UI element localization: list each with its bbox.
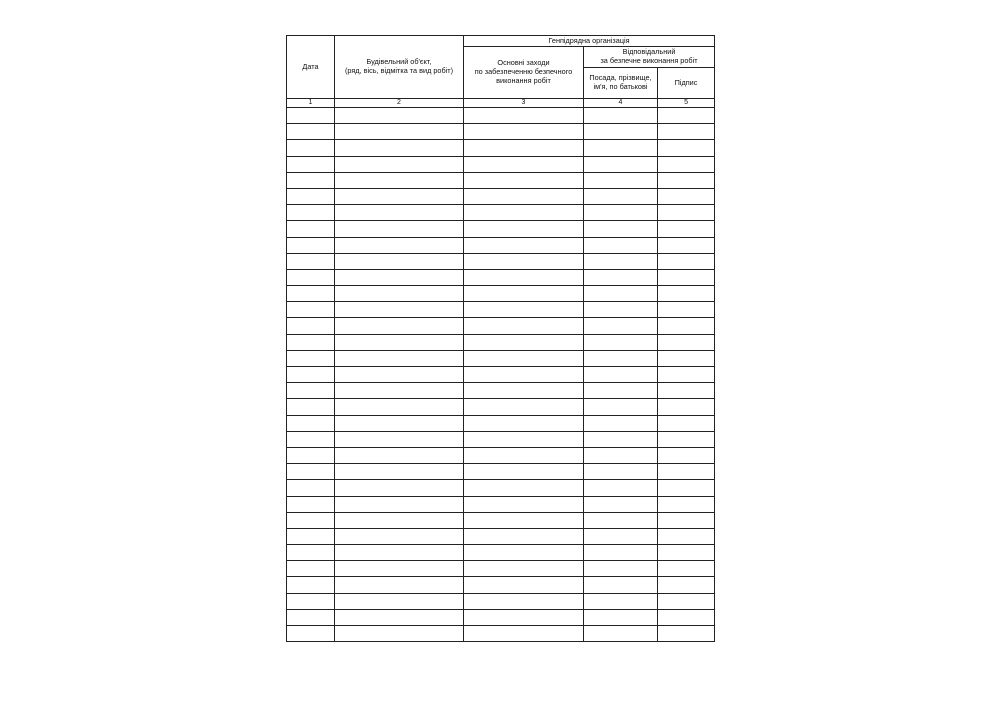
measures-cell (464, 464, 584, 480)
measures-cell (464, 350, 584, 366)
table-row (287, 447, 715, 463)
signature-cell (658, 415, 715, 431)
signature-cell (658, 609, 715, 625)
position-name-cell (584, 447, 658, 463)
date-cell (287, 237, 335, 253)
date-cell (287, 496, 335, 512)
date-cell (287, 188, 335, 204)
date-cell (287, 593, 335, 609)
measures-cell (464, 561, 584, 577)
date-cell (287, 399, 335, 415)
date-cell (287, 561, 335, 577)
table-row (287, 269, 715, 285)
measures-cell (464, 221, 584, 237)
journal-page (286, 35, 714, 642)
object-cell (335, 188, 464, 204)
header-measures: Основні заходи по забезпеченню безпечного виконання робіт (464, 47, 584, 99)
object-cell (335, 528, 464, 544)
date-cell (287, 431, 335, 447)
object-cell (335, 577, 464, 593)
column-number: 2 (335, 99, 464, 108)
signature-cell (658, 205, 715, 221)
signature-cell (658, 626, 715, 642)
position-name-cell (584, 237, 658, 253)
table-row (287, 561, 715, 577)
signature-cell (658, 512, 715, 528)
date-cell (287, 367, 335, 383)
signature-cell (658, 188, 715, 204)
header-general-contractor: Генпідрядна організація (464, 36, 715, 47)
measures-cell (464, 431, 584, 447)
object-cell (335, 286, 464, 302)
object-cell (335, 269, 464, 285)
date-cell (287, 512, 335, 528)
column-number: 4 (584, 99, 658, 108)
position-name-cell (584, 577, 658, 593)
signature-cell (658, 237, 715, 253)
position-name-cell (584, 415, 658, 431)
table-row (287, 399, 715, 415)
signature-cell (658, 108, 715, 124)
position-name-cell (584, 626, 658, 642)
table-row (287, 350, 715, 366)
table-row (287, 512, 715, 528)
object-cell (335, 205, 464, 221)
object-cell (335, 480, 464, 496)
date-cell (287, 108, 335, 124)
object-cell (335, 415, 464, 431)
position-name-cell (584, 188, 658, 204)
table-row (287, 593, 715, 609)
table-row (287, 302, 715, 318)
signature-cell (658, 318, 715, 334)
object-cell (335, 545, 464, 561)
date-cell (287, 156, 335, 172)
table-row (287, 156, 715, 172)
date-cell (287, 577, 335, 593)
position-name-cell (584, 399, 658, 415)
table-row (287, 108, 715, 124)
position-name-cell (584, 286, 658, 302)
position-name-cell (584, 140, 658, 156)
position-name-cell (584, 464, 658, 480)
date-cell (287, 545, 335, 561)
header-signature: Підпис (658, 68, 715, 99)
signature-cell (658, 545, 715, 561)
table-row (287, 124, 715, 140)
date-cell (287, 415, 335, 431)
measures-cell (464, 577, 584, 593)
position-name-cell (584, 609, 658, 625)
object-cell (335, 561, 464, 577)
date-cell (287, 626, 335, 642)
object-cell (335, 124, 464, 140)
table-row (287, 383, 715, 399)
date-cell (287, 464, 335, 480)
object-cell (335, 447, 464, 463)
signature-cell (658, 221, 715, 237)
measures-cell (464, 512, 584, 528)
measures-cell (464, 318, 584, 334)
object-cell (335, 383, 464, 399)
measures-cell (464, 124, 584, 140)
signature-cell (658, 156, 715, 172)
measures-cell (464, 399, 584, 415)
position-name-cell (584, 480, 658, 496)
signature-cell (658, 286, 715, 302)
table-row (287, 318, 715, 334)
column-number-row (287, 99, 715, 108)
object-cell (335, 399, 464, 415)
header-responsible: Відповідальний за безпечне виконання робіт (584, 47, 715, 68)
measures-cell (464, 415, 584, 431)
measures-cell (464, 253, 584, 269)
date-cell (287, 253, 335, 269)
object-cell (335, 172, 464, 188)
signature-cell (658, 269, 715, 285)
date-cell (287, 318, 335, 334)
signature-cell (658, 399, 715, 415)
signature-cell (658, 172, 715, 188)
position-name-cell (584, 528, 658, 544)
header-date: Дата (287, 36, 335, 99)
measures-cell (464, 286, 584, 302)
position-name-cell (584, 512, 658, 528)
signature-cell (658, 431, 715, 447)
measures-cell (464, 496, 584, 512)
position-name-cell (584, 593, 658, 609)
journal-table (286, 35, 715, 642)
position-name-cell (584, 108, 658, 124)
object-cell (335, 609, 464, 625)
signature-cell (658, 383, 715, 399)
object-cell (335, 367, 464, 383)
position-name-cell (584, 383, 658, 399)
measures-cell (464, 383, 584, 399)
column-number: 3 (464, 99, 584, 108)
object-cell (335, 626, 464, 642)
date-cell (287, 447, 335, 463)
position-name-cell (584, 221, 658, 237)
signature-cell (658, 140, 715, 156)
table-row (287, 237, 715, 253)
position-name-cell (584, 124, 658, 140)
measures-cell (464, 593, 584, 609)
measures-cell (464, 156, 584, 172)
position-name-cell (584, 431, 658, 447)
position-name-cell (584, 545, 658, 561)
date-cell (287, 609, 335, 625)
signature-cell (658, 302, 715, 318)
table-row (287, 464, 715, 480)
table-row (287, 577, 715, 593)
table-row (287, 496, 715, 512)
table-row (287, 286, 715, 302)
signature-cell (658, 464, 715, 480)
table-row (287, 480, 715, 496)
object-cell (335, 156, 464, 172)
position-name-cell (584, 350, 658, 366)
date-cell (287, 480, 335, 496)
journal-body (287, 108, 715, 642)
table-row (287, 545, 715, 561)
object-cell (335, 431, 464, 447)
measures-cell (464, 480, 584, 496)
signature-cell (658, 253, 715, 269)
date-cell (287, 302, 335, 318)
date-cell (287, 350, 335, 366)
signature-cell (658, 334, 715, 350)
measures-cell (464, 334, 584, 350)
measures-cell (464, 367, 584, 383)
object-cell (335, 496, 464, 512)
date-cell (287, 334, 335, 350)
table-row (287, 415, 715, 431)
measures-cell (464, 609, 584, 625)
signature-cell (658, 480, 715, 496)
table-row (287, 334, 715, 350)
position-name-cell (584, 367, 658, 383)
position-name-cell (584, 205, 658, 221)
object-cell (335, 464, 464, 480)
object-cell (335, 108, 464, 124)
position-name-cell (584, 318, 658, 334)
measures-cell (464, 172, 584, 188)
table-row (287, 188, 715, 204)
signature-cell (658, 367, 715, 383)
object-cell (335, 221, 464, 237)
object-cell (335, 140, 464, 156)
date-cell (287, 286, 335, 302)
measures-cell (464, 205, 584, 221)
date-cell (287, 528, 335, 544)
signature-cell (658, 447, 715, 463)
date-cell (287, 383, 335, 399)
table-row (287, 140, 715, 156)
header-object: Будівельний об'єкт, (ряд, вісь, відмітка та вид робіт) (335, 36, 464, 99)
position-name-cell (584, 253, 658, 269)
table-row (287, 431, 715, 447)
table-row (287, 367, 715, 383)
object-cell (335, 237, 464, 253)
signature-cell (658, 528, 715, 544)
column-number: 5 (658, 99, 715, 108)
position-name-cell (584, 334, 658, 350)
table-row (287, 528, 715, 544)
signature-cell (658, 124, 715, 140)
measures-cell (464, 269, 584, 285)
date-cell (287, 205, 335, 221)
signature-cell (658, 350, 715, 366)
table-row (287, 205, 715, 221)
measures-cell (464, 188, 584, 204)
signature-cell (658, 561, 715, 577)
table-row (287, 626, 715, 642)
measures-cell (464, 528, 584, 544)
measures-cell (464, 447, 584, 463)
position-name-cell (584, 496, 658, 512)
object-cell (335, 512, 464, 528)
object-cell (335, 334, 464, 350)
measures-cell (464, 626, 584, 642)
column-number: 1 (287, 99, 335, 108)
table-row (287, 221, 715, 237)
object-cell (335, 350, 464, 366)
signature-cell (658, 593, 715, 609)
position-name-cell (584, 561, 658, 577)
date-cell (287, 172, 335, 188)
object-cell (335, 593, 464, 609)
position-name-cell (584, 156, 658, 172)
object-cell (335, 253, 464, 269)
measures-cell (464, 545, 584, 561)
date-cell (287, 124, 335, 140)
date-cell (287, 140, 335, 156)
signature-cell (658, 577, 715, 593)
measures-cell (464, 237, 584, 253)
date-cell (287, 221, 335, 237)
header-position-name: Посада, прізвище, ім'я, по батькові (584, 68, 658, 99)
table-row (287, 609, 715, 625)
table-row (287, 172, 715, 188)
measures-cell (464, 302, 584, 318)
object-cell (335, 302, 464, 318)
position-name-cell (584, 269, 658, 285)
object-cell (335, 318, 464, 334)
table-row (287, 253, 715, 269)
position-name-cell (584, 302, 658, 318)
date-cell (287, 269, 335, 285)
measures-cell (464, 108, 584, 124)
signature-cell (658, 496, 715, 512)
position-name-cell (584, 172, 658, 188)
measures-cell (464, 140, 584, 156)
